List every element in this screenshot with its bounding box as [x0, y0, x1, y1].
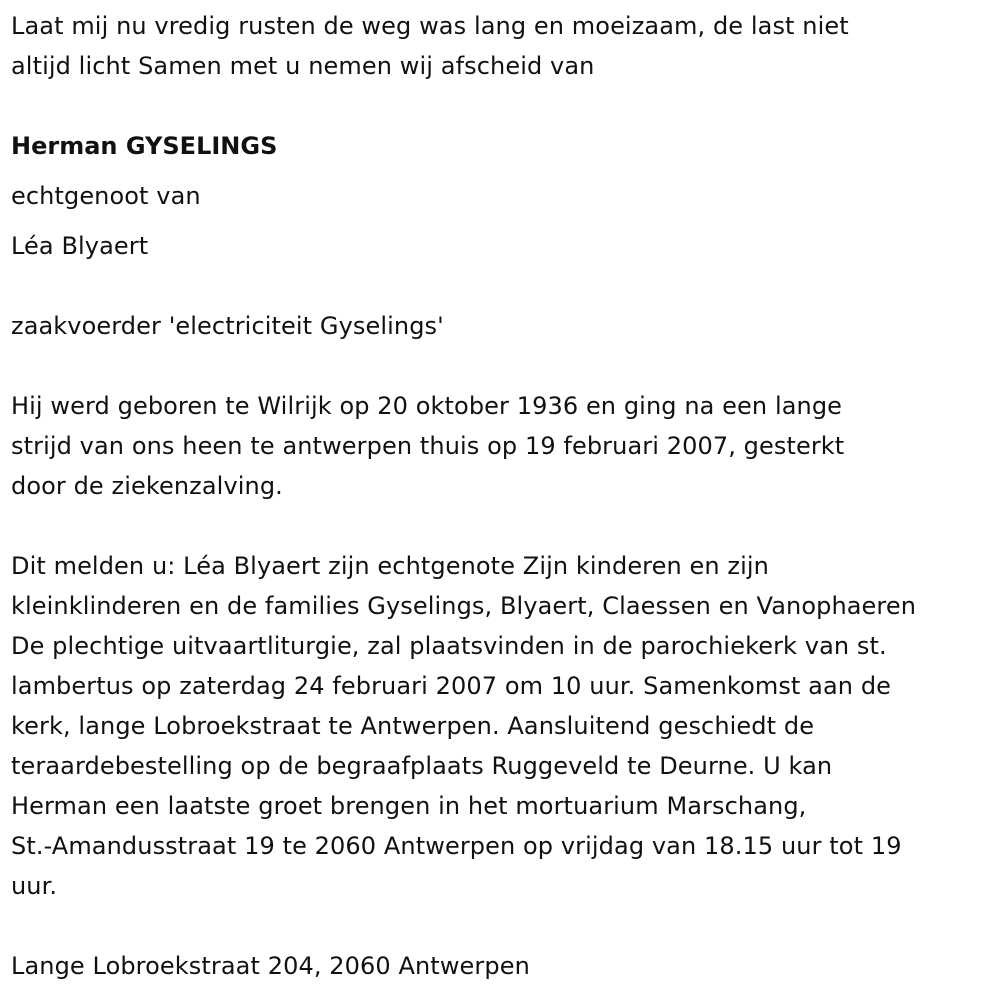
deceased-name: Herman GYSELINGS — [11, 132, 278, 160]
announcement-line: St.-Amandusstraat 19 te 2060 Antwerpen op vrijdag van 18.15 uur tot 19 — [11, 832, 902, 860]
birth-death-line: door de ziekenzalving. — [11, 472, 283, 500]
announcement-line: kleinklinderen en de families Gyselings, Blyaert, Claessen en Vanophaeren — [11, 592, 917, 620]
announcement-line: Dit melden u: Léa Blyaert zijn echtgenote Zijn kinderen en zijn — [11, 552, 769, 580]
announcement-line: uur. — [11, 872, 58, 900]
address-text: Lange Lobroekstraat 204, 2060 Antwerpen — [11, 952, 530, 980]
intro-paragraph — [11, 6, 991, 86]
birth-death-line: Hij werd geboren te Wilrijk op 20 oktober 1936 en ging na een lange — [11, 392, 843, 420]
announcement-line: teraardebestelling op de begraafplaats Ruggeveld te Deurne. U kan — [11, 752, 833, 780]
announcement-line: lambertus op zaterdag 24 februari 2007 om 10 uur. Samenkomst aan de — [11, 672, 892, 700]
occupation-text: zaakvoerder 'electriciteit Gyselings' — [11, 312, 444, 340]
announcement-line: Herman een laatste groet brengen in het mortuarium Marschang, — [11, 792, 807, 820]
obituary-document — [11, 6, 991, 986]
relation-label: echtgenoot van — [11, 182, 201, 210]
intro-line: Laat mij nu vredig rusten de weg was lang en moeizaam, de last niet — [11, 12, 849, 40]
announcement-line: kerk, lange Lobroekstraat te Antwerpen. Aansluitend geschiedt de — [11, 712, 815, 740]
birth-death-line: strijd van ons heen te antwerpen thuis op 19 februari 2007, gesterkt — [11, 432, 845, 460]
birth-death-paragraph — [11, 386, 991, 506]
intro-line: altijd licht Samen met u nemen wij afscheid van — [11, 52, 595, 80]
announcement-line: De plechtige uitvaartliturgie, zal plaatsvinden in de parochiekerk van st. — [11, 632, 887, 660]
announcement-paragraph — [11, 546, 991, 906]
spouse-name: Léa Blyaert — [11, 232, 149, 260]
